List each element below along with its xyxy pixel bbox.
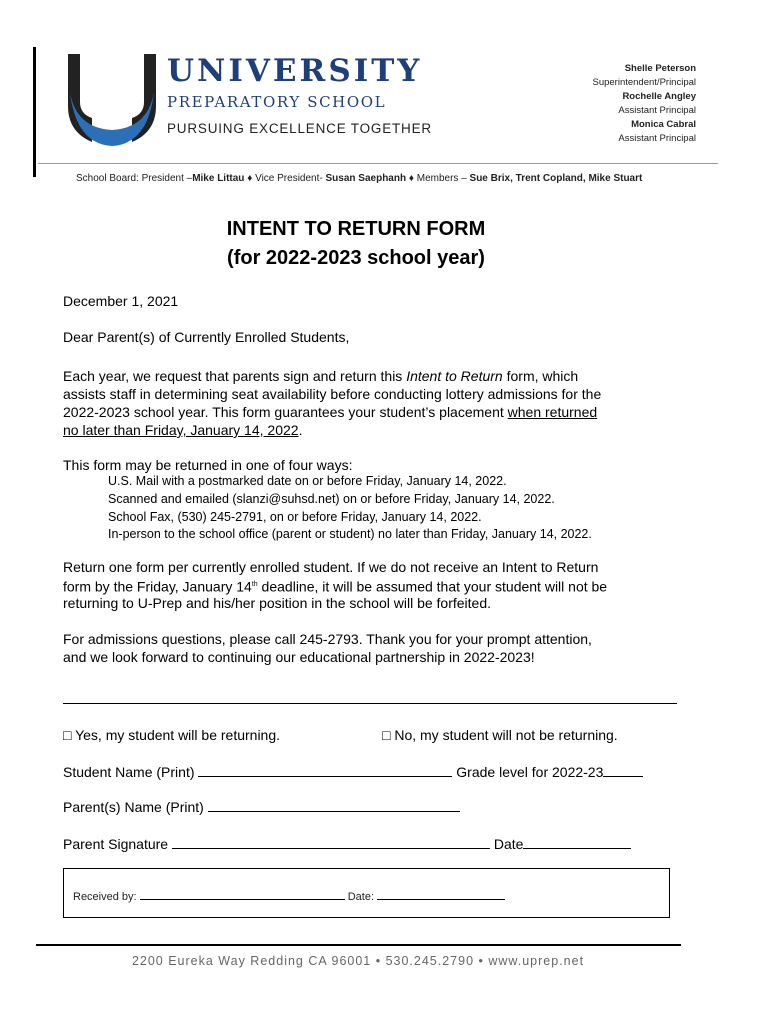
staff-name: Rochelle Angley (622, 91, 696, 102)
received-date-label: Date: (347, 891, 375, 903)
school-logo-icon (66, 52, 158, 148)
return-way-item: U.S. Mail with a postmarked date on or before Friday, January 14, 2022. (108, 474, 507, 488)
grade-level-label: Grade level for 2022-23 (456, 764, 604, 780)
signature-label: Parent Signature (63, 836, 169, 852)
student-name-field[interactable] (198, 762, 452, 777)
header-divider (38, 163, 718, 164)
paragraph-deadline-line1: Return one form per currently enrolled student. If we do not receive an Intent to Return (63, 559, 599, 575)
parent-name-label: Parent(s) Name (Print) (63, 799, 204, 815)
paragraph-intro-line3: 2022-2023 school year. This form guarantees your student’s placement when returned (63, 404, 598, 420)
yes-returning-checkbox[interactable]: □ Yes, my student will be returning. (63, 727, 281, 743)
parent-name-field[interactable] (208, 797, 460, 812)
staff-name: Monica Cabral (631, 119, 696, 130)
return-way-item: Scanned and emailed (slanzi@suhsd.net) on or before Friday, January 14, 2022. (108, 492, 555, 506)
staff-name: Shelle Peterson (624, 63, 696, 74)
staff-role: Superintendent/Principal (592, 77, 696, 88)
no-returning-checkbox[interactable]: □ No, my student will not be returning. (382, 727, 618, 743)
footer-divider (36, 944, 681, 946)
staff-list (592, 62, 696, 146)
form-subtitle: (for 2022-2023 school year) (227, 247, 485, 269)
form-title: INTENT TO RETURN FORM (226, 218, 486, 240)
school-name: UNIVERSITY (167, 53, 423, 89)
school-board-line: School Board: President –Mike Littau ♦ Vice President- Susan Saephanh ♦ Members – Sue Brix, Trent Copland, Mike Stuart (76, 173, 643, 184)
section-divider (63, 703, 677, 704)
paragraph-intro-line1: Each year, we request that parents sign and return this Intent to Return form, which (63, 368, 579, 384)
received-by-label: Received by: (73, 891, 137, 903)
student-name-label: Student Name (Print) (63, 764, 195, 780)
paragraph-contact-line1: For admissions questions, please call 245-2793. Thank you for your prompt attention, (63, 631, 592, 647)
school-subtitle: PREPARATORY SCHOOL (167, 93, 387, 111)
received-by-field[interactable] (140, 889, 345, 900)
paragraph-intro-line2: assists staff in determining seat availability before conducting lottery admissions for the (63, 386, 602, 402)
return-way-item: School Fax, (530) 245-2791, on or before Friday, January 14, 2022. (108, 510, 482, 524)
return-ways-intro: This form may be returned in one of four ways: (63, 457, 353, 473)
signature-field[interactable] (172, 834, 490, 849)
school-tagline: PURSUING EXCELLENCE TOGETHER (167, 121, 432, 136)
footer-address: 2200 Eureka Way Redding CA 96001 • 530.245.2790 • www.uprep.net (131, 954, 585, 968)
paragraph-contact-line2: and we look forward to continuing our educational partnership in 2022-2023! (63, 649, 535, 665)
paragraph-deadline-line2: form by the Friday, January 14th deadline, it will be assumed that your student will not be (63, 578, 608, 595)
staff-role: Assistant Principal (618, 133, 696, 144)
date-label: Date (493, 836, 524, 852)
left-margin-bar (33, 47, 36, 177)
paragraph-intro-line4: no later than Friday, January 14, 2022. (63, 422, 303, 438)
return-way-item: In-person to the school office (parent or student) no later than Friday, January 14, 2022. (108, 527, 592, 541)
paragraph-deadline-line3: returning to U-Prep and his/her position in the school will be forfeited. (63, 595, 492, 611)
date-field[interactable] (523, 834, 631, 849)
letter-salutation: Dear Parent(s) of Currently Enrolled Students, (63, 329, 350, 345)
received-date-field[interactable] (377, 889, 505, 900)
grade-level-field[interactable] (603, 762, 643, 777)
signature-row (63, 834, 631, 853)
office-use-row (73, 889, 505, 903)
student-name-row (63, 762, 643, 781)
parent-name-row (63, 797, 460, 816)
letter-date: December 1, 2021 (63, 293, 179, 309)
staff-role: Assistant Principal (618, 105, 696, 116)
